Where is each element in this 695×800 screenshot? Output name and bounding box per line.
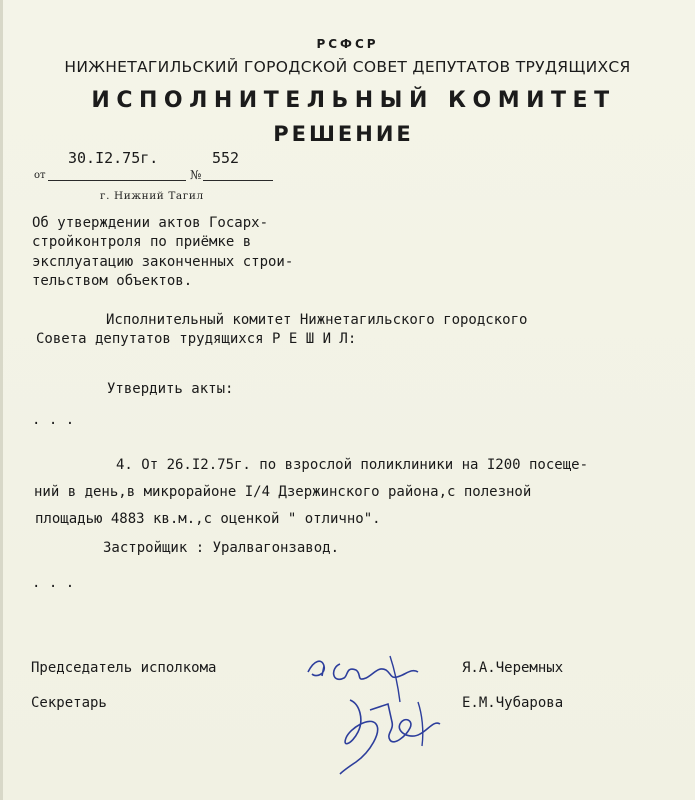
secretary-name: Е.М.Чубарова xyxy=(462,695,564,711)
decision-number: 552 xyxy=(212,149,240,167)
date-underline xyxy=(48,180,186,181)
secretary-title: Секретарь xyxy=(31,695,107,711)
item-4-line-1: 4. От 26.I2.75г. по взрослой поликлиники на I200 посеще- xyxy=(116,457,589,473)
chairman-title: Председатель исполкома xyxy=(31,660,217,676)
ellipsis-2: . . . xyxy=(32,575,75,591)
date-prefix-label: от xyxy=(34,170,46,181)
header-rsfsr: РСФСР xyxy=(316,37,379,51)
header-council: НИЖНЕТАГИЛЬСКИЙ ГОРОДСКОЙ СОВЕТ ДЕПУТАТОВ ТРУДЯЩИХСЯ xyxy=(64,58,631,76)
subject-line: тельством объектов. xyxy=(32,272,193,289)
page-edge xyxy=(0,0,3,800)
chairman-name: Я.А.Черемных xyxy=(462,660,564,676)
subject-line: Об утверждении актов Госарх- xyxy=(32,215,269,231)
header-decision: РЕШЕНИЕ xyxy=(273,122,414,146)
secretary-signature xyxy=(330,690,460,780)
preamble-line-2: Совета депутатов трудящихся Р Е Ш И Л: xyxy=(36,331,357,347)
subject-line: стройконтроля по приёмке в xyxy=(32,234,252,251)
subject-line: эксплуатацию законченных строи- xyxy=(32,253,294,270)
approve-acts: Утвердить акты: xyxy=(107,381,234,397)
city-label: г. Нижний Тагил xyxy=(100,190,204,202)
number-sign-label: № xyxy=(190,168,202,182)
item-4-line-3: площадью 4883 кв.м.,с оценкой " отлично". xyxy=(35,511,381,527)
header-executive-committee: ИСПОЛНИТЕЛЬНЫЙ КОМИТЕТ xyxy=(91,88,616,113)
item-4-line-2: ний в день,в микрорайоне I/4 Дзержинского района,с полезной xyxy=(34,484,532,500)
decision-date: 30.I2.75г. xyxy=(68,149,159,167)
preamble-line-1: Исполнительный комитет Нижнетагильского городского xyxy=(106,312,528,328)
number-underline xyxy=(203,180,273,181)
ellipsis-1: . . . xyxy=(32,412,75,428)
developer-line: Застройщик : Уралвагонзавод. xyxy=(103,540,340,556)
subject-block xyxy=(32,214,293,291)
